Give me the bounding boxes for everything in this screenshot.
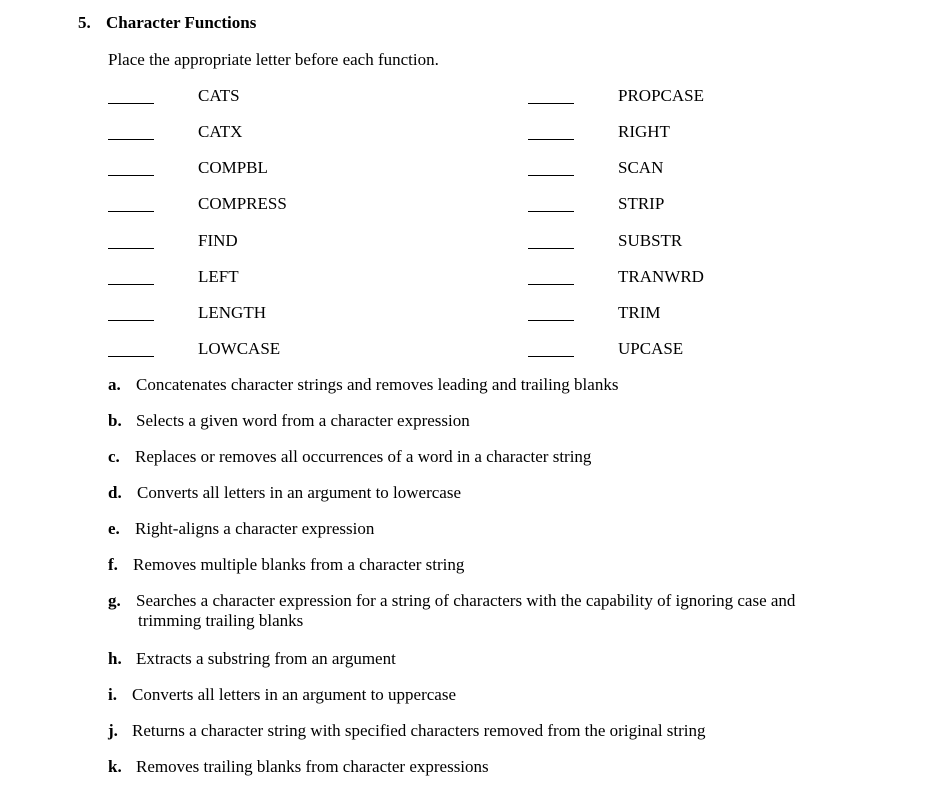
definition-item	[108, 411, 858, 431]
answer-blank-catx[interactable]	[108, 139, 154, 140]
section-heading	[78, 13, 256, 33]
definition-text: Removes multiple blanks from a character string	[133, 555, 465, 574]
definition-item	[108, 519, 858, 539]
answer-blank-length[interactable]	[108, 320, 154, 321]
definition-item	[108, 591, 858, 631]
function-name: UPCASE	[618, 339, 684, 358]
definition-item	[108, 649, 858, 669]
function-name: STRIP	[618, 194, 665, 213]
function-row	[0, 122, 941, 142]
definition-letter: d.	[108, 483, 122, 502]
answer-blank-substr[interactable]	[528, 248, 574, 249]
definition-letter: a.	[108, 375, 121, 394]
function-name: PROPCASE	[618, 86, 704, 105]
definition-letter: j.	[108, 721, 118, 740]
answer-blank-propcase[interactable]	[528, 103, 574, 104]
definition-text: Converts all letters in an argument to lowercase	[137, 483, 462, 502]
function-name: TRIM	[618, 303, 661, 322]
definition-text: Searches a character expression for a string of characters with the capability of ignoring case and	[136, 591, 796, 610]
function-name: SCAN	[618, 158, 664, 177]
section-title: Character Functions	[106, 13, 257, 32]
answer-blank-cats[interactable]	[108, 103, 154, 104]
answer-blank-compress[interactable]	[108, 211, 154, 212]
definition-letter: b.	[108, 411, 122, 430]
definition-letter: e.	[108, 519, 120, 538]
definition-letter: h.	[108, 649, 122, 668]
definition-text-continued: trimming trailing blanks	[138, 611, 304, 630]
function-row	[0, 86, 941, 106]
definition-text: Right-aligns a character expression	[135, 519, 375, 538]
function-name: COMPBL	[198, 158, 268, 177]
definition-letter: i.	[108, 685, 117, 704]
definition-letter: f.	[108, 555, 118, 574]
function-name: SUBSTR	[618, 231, 683, 250]
definition-letter: g.	[108, 591, 121, 610]
section-number: 5.	[78, 13, 91, 32]
instruction-text: Place the appropriate letter before each function.	[108, 50, 439, 69]
answer-blank-upcase[interactable]	[528, 356, 574, 357]
definition-letter: c.	[108, 447, 120, 466]
function-row	[0, 267, 941, 287]
answer-blank-compbl[interactable]	[108, 175, 154, 176]
answer-blank-find[interactable]	[108, 248, 154, 249]
definition-item	[108, 757, 858, 777]
definition-item	[108, 375, 858, 395]
definition-text: Extracts a substring from an argument	[136, 649, 396, 668]
function-name: TRANWRD	[618, 267, 704, 286]
definition-letter: k.	[108, 757, 122, 776]
definition-text: Concatenates character strings and removes leading and trailing blanks	[136, 375, 619, 394]
function-name: LOWCASE	[198, 339, 281, 358]
function-name: LEFT	[198, 267, 239, 286]
definition-text: Replaces or removes all occurrences of a word in a character string	[135, 447, 592, 466]
function-name: CATX	[198, 122, 243, 141]
answer-blank-trim[interactable]	[528, 320, 574, 321]
function-name: LENGTH	[198, 303, 266, 322]
function-row	[0, 231, 941, 251]
function-name: CATS	[198, 86, 240, 105]
definition-text: Selects a given word from a character expression	[136, 411, 470, 430]
answer-blank-strip[interactable]	[528, 211, 574, 212]
answer-blank-lowcase[interactable]	[108, 356, 154, 357]
definition-item	[108, 483, 858, 503]
function-row	[0, 194, 941, 214]
function-name: FIND	[198, 231, 238, 250]
definition-text: Returns a character string with specified characters removed from the original string	[132, 721, 706, 740]
answer-blank-scan[interactable]	[528, 175, 574, 176]
function-row	[0, 303, 941, 323]
function-row	[0, 339, 941, 359]
answer-blank-left[interactable]	[108, 284, 154, 285]
function-name: RIGHT	[618, 122, 670, 141]
answer-blank-right[interactable]	[528, 139, 574, 140]
definition-item	[108, 555, 858, 575]
answer-blank-tranwrd[interactable]	[528, 284, 574, 285]
function-name: COMPRESS	[198, 194, 287, 213]
definition-text: Converts all letters in an argument to uppercase	[132, 685, 457, 704]
definition-item	[108, 721, 858, 741]
function-row	[0, 158, 941, 178]
definition-item	[108, 685, 858, 705]
definition-item	[108, 447, 858, 467]
definition-text: Removes trailing blanks from character expressions	[136, 757, 489, 776]
